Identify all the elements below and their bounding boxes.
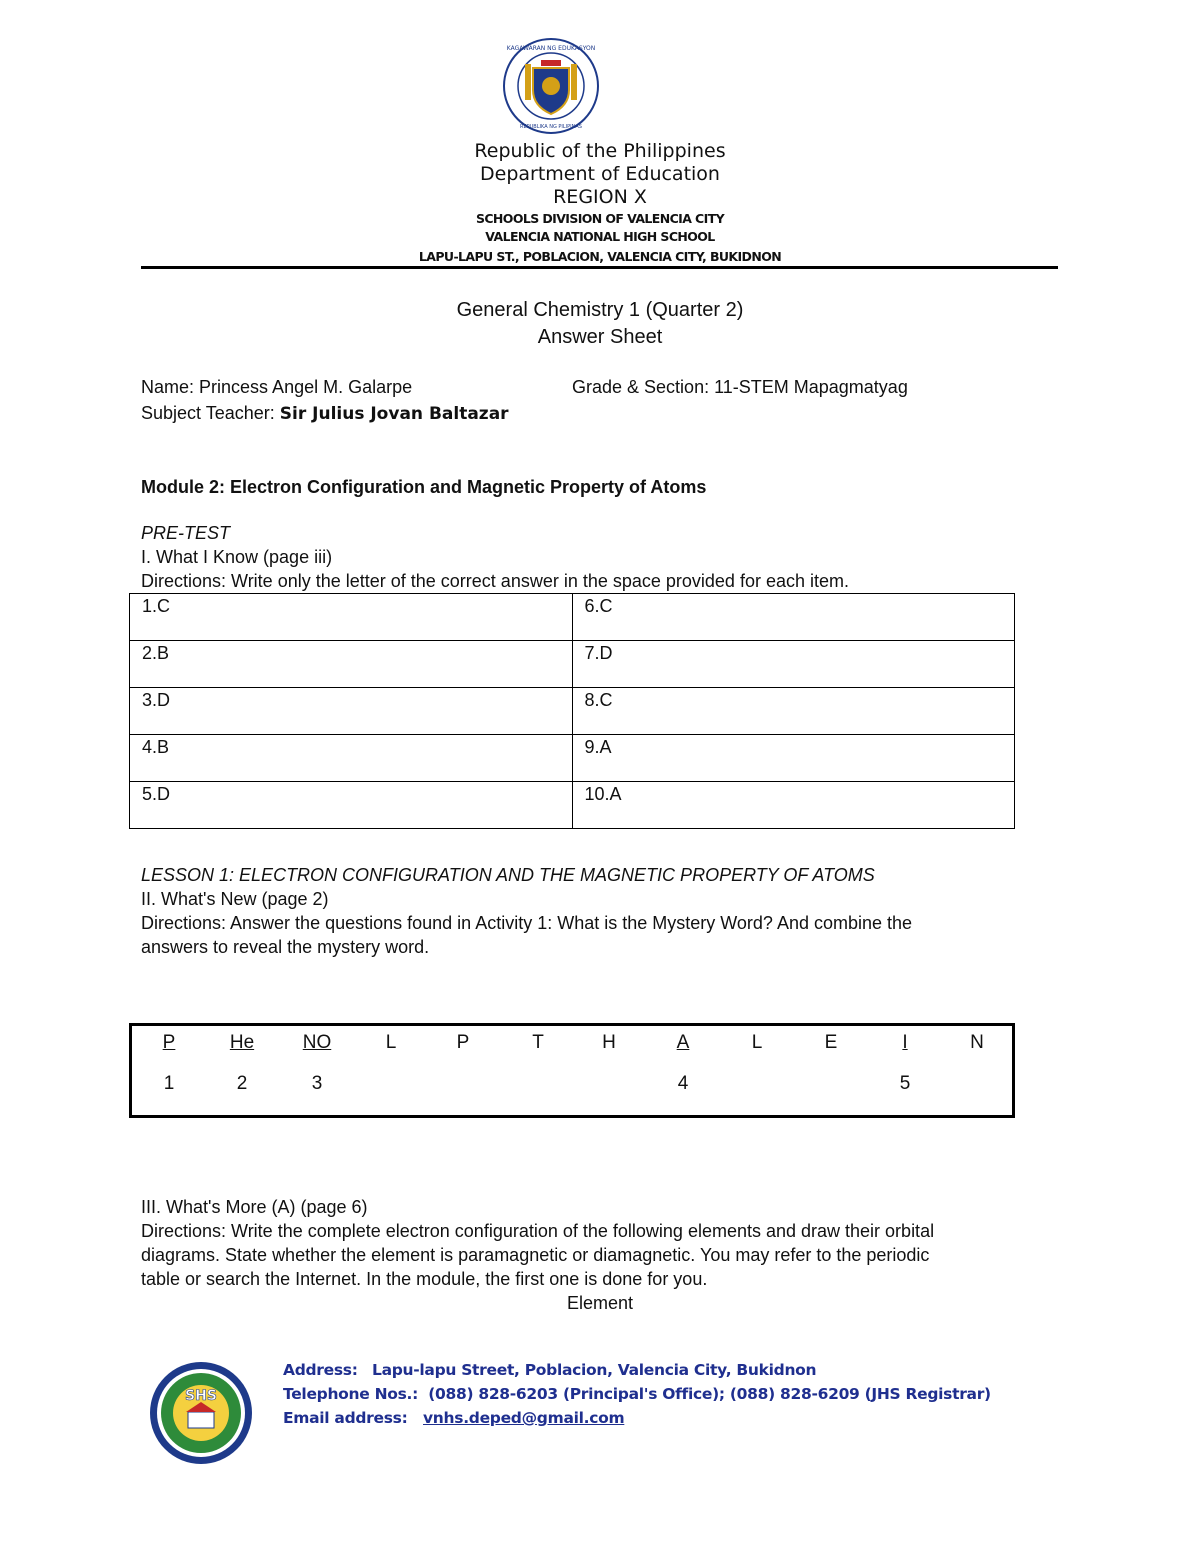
answer-row bbox=[130, 641, 1015, 688]
deped-seal-logo bbox=[503, 38, 599, 134]
mystery-letter: T bbox=[532, 1032, 544, 1053]
mystery-number: 3 bbox=[311, 1073, 323, 1094]
element-label: Element bbox=[566, 1293, 634, 1313]
lesson1-directions-1: Directions: Answer the questions found in Activity 1: What is the Mystery Word? And combine the bbox=[141, 913, 913, 933]
mystery-letter: NO bbox=[302, 1032, 332, 1053]
whats-more-part: III. What's More (A) (page 6) bbox=[141, 1197, 368, 1217]
mystery-letter: P bbox=[162, 1032, 176, 1053]
answer-row bbox=[130, 688, 1015, 735]
student-name bbox=[141, 375, 412, 399]
grade-label: Grade & Section: bbox=[572, 377, 715, 397]
mystery-letter: P bbox=[456, 1032, 470, 1053]
subject-teacher bbox=[141, 401, 509, 426]
mystery-number: 5 bbox=[899, 1073, 911, 1094]
name-value: Princess Angel M. Galarpe bbox=[199, 377, 413, 397]
teacher-label: Subject Teacher: bbox=[141, 403, 280, 423]
mystery-letter: E bbox=[824, 1032, 838, 1053]
teacher-value: Sir Julius Jovan Baltazar bbox=[279, 404, 509, 424]
course-title: General Chemistry 1 (Quarter 2) bbox=[456, 299, 744, 321]
answer-cell: 5.D bbox=[130, 782, 573, 829]
whats-more-directions-3: table or search the Internet. In the module, the first one is done for you. bbox=[141, 1269, 708, 1289]
phone-value: (088) 828-6203 (Principal's Office); (088) 828-6209 (JHS Registrar) bbox=[428, 1385, 991, 1403]
mystery-number: 2 bbox=[236, 1073, 248, 1094]
address-value: Lapu-lapu Street, Poblacion, Valencia City, Bukidnon bbox=[372, 1361, 817, 1379]
whats-more-directions-1: Directions: Write the complete electron configuration of the following elements and draw their orbital bbox=[141, 1221, 935, 1241]
answer-row bbox=[130, 594, 1015, 641]
answer-cell: 9.A bbox=[572, 735, 1015, 782]
answer-cell: 6.C bbox=[572, 594, 1015, 641]
answer-cell: 1.C bbox=[130, 594, 573, 641]
lesson1-part: II. What's New (page 2) bbox=[141, 889, 329, 909]
footer-address bbox=[283, 1358, 817, 1382]
address-label: Address: bbox=[283, 1361, 358, 1379]
answer-cell: 2.B bbox=[130, 641, 573, 688]
answer-row bbox=[130, 782, 1015, 829]
header-department: Department of Education bbox=[480, 163, 720, 185]
header-division: SCHOOLS DIVISION OF VALENCIA CITY bbox=[475, 211, 725, 226]
mystery-number: 4 bbox=[677, 1073, 689, 1094]
pretest-part: I. What I Know (page iii) bbox=[141, 547, 333, 567]
mystery-letter: A bbox=[676, 1032, 690, 1053]
phone-label: Telephone Nos.: bbox=[283, 1385, 419, 1403]
lesson1-heading: LESSON 1: ELECTRON CONFIGURATION AND THE MAGNETIC PROPERTY OF ATOMS bbox=[141, 865, 875, 885]
header-address: LAPU-LAPU ST., POBLACION, VALENCIA CITY, BUKIDNON bbox=[418, 249, 782, 264]
sheet-title: Answer Sheet bbox=[537, 326, 663, 348]
header-region: REGION X bbox=[553, 186, 647, 208]
lesson1-directions-2: answers to reveal the mystery word. bbox=[141, 937, 430, 957]
mystery-word-box bbox=[129, 1023, 1015, 1118]
mystery-letter: I bbox=[902, 1032, 908, 1053]
name-label: Name: bbox=[141, 377, 200, 397]
mystery-letter: N bbox=[970, 1032, 984, 1053]
logo-text: SHS bbox=[185, 1388, 217, 1404]
header-school: VALENCIA NATIONAL HIGH SCHOOL bbox=[485, 229, 715, 244]
answer-cell: 10.A bbox=[572, 782, 1015, 829]
email-link[interactable]: vnhs.deped@gmail.com bbox=[423, 1409, 625, 1427]
mystery-letter: H bbox=[602, 1032, 616, 1053]
mystery-number: 1 bbox=[163, 1073, 175, 1094]
whats-more-directions-2: diagrams. State whether the element is paramagnetic or diamagnetic. You may refer to the periodic bbox=[141, 1245, 930, 1265]
mystery-letter: L bbox=[385, 1032, 397, 1053]
grade-value: 11-STEM Mapagmatyag bbox=[714, 377, 908, 397]
school-logo bbox=[148, 1360, 254, 1466]
footer-email bbox=[283, 1406, 625, 1430]
header-divider bbox=[141, 266, 1058, 269]
answer-cell: 3.D bbox=[130, 688, 573, 735]
pretest-heading: PRE-TEST bbox=[141, 523, 231, 543]
grade-section bbox=[572, 375, 908, 399]
answer-cell: 4.B bbox=[130, 735, 573, 782]
answer-row bbox=[130, 735, 1015, 782]
mystery-letter: He bbox=[229, 1032, 255, 1053]
answer-cell: 7.D bbox=[572, 641, 1015, 688]
seal-text-top: KAGAWARAN NG EDUKASYON bbox=[506, 45, 596, 52]
footer-phone bbox=[283, 1382, 991, 1406]
header-republic: Republic of the Philippines bbox=[474, 140, 726, 162]
mystery-letter: L bbox=[751, 1032, 763, 1053]
pretest-directions: Directions: Write only the letter of the correct answer in the space provided for each item. bbox=[141, 571, 849, 591]
email-label: Email address: bbox=[283, 1409, 408, 1427]
answer-table bbox=[129, 593, 1015, 829]
answer-cell: 8.C bbox=[572, 688, 1015, 735]
module-title: Module 2: Electron Configuration and Magnetic Property of Atoms bbox=[141, 477, 707, 497]
seal-text-bottom: REPUBLIKA NG PILIPINAS bbox=[520, 124, 582, 130]
